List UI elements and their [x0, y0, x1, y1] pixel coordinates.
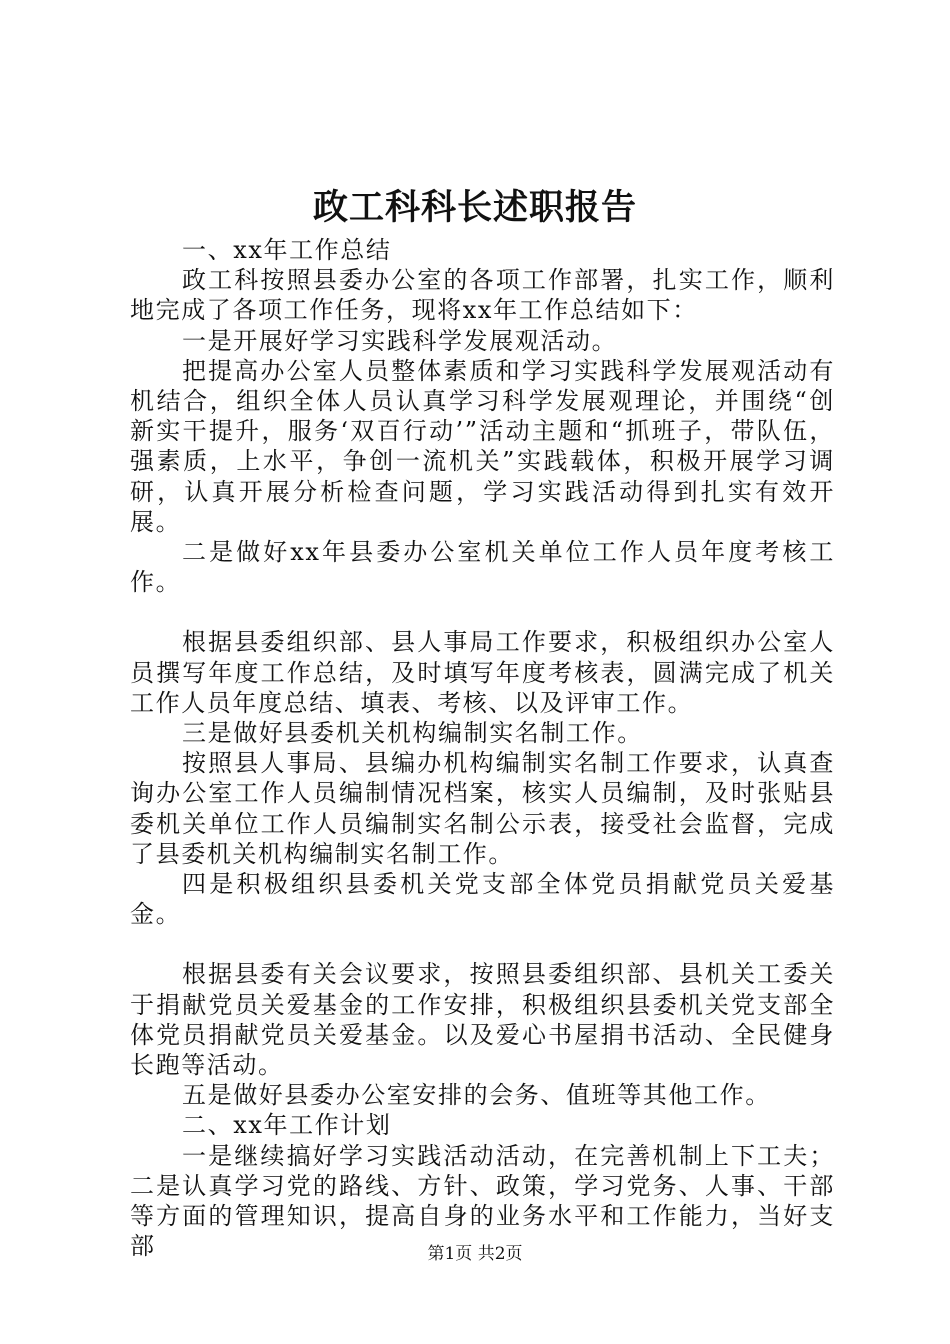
paragraph-item-1: 把提高办公室人员整体素质和学习实践科学发展观活动有机结合，组织全体人员认真学习科学发展观理论，并围绕“创新实干提升，服务‘双百行动’”活动主题和“抓班子，带队伍，强素质，上水平，争创一流机关”实践载体，积极开展学习调研，认真开展分析检查问题，学习实践活动得到扎实有效开展。	[130, 356, 835, 536]
paragraph-gap	[130, 597, 835, 627]
paragraph-item-4: 根据县委有关会议要求，按照县委组织部、县机关工委关于捐献党员关爱基金的工作安排，积极组织县委机关党支部全体党员捐献党员关爱基金。以及爱心书屋捐书活动、全民健身长跑等活动。	[130, 960, 835, 1080]
paragraph-gap	[130, 929, 835, 959]
item-heading-1: 一是开展好学习实践科学发展观活动。	[182, 326, 618, 355]
document-title: 政工科科长述职报告	[312, 187, 637, 228]
section-heading-plan: 二、xx年工作计划	[182, 1111, 392, 1140]
document-body	[130, 235, 835, 1262]
item-heading-4: 四是积极组织县委机关党支部全体党员捐献党员关爱基金。	[130, 870, 835, 929]
item-heading-2: 二是做好xx年县委办公室机关单位工作人员年度考核工作。	[130, 538, 835, 597]
paragraph-item-2: 根据县委组织部、县人事局工作要求，积极组织办公室人员撰写年度工作总结，及时填写年度考核表，圆满完成了机关工作人员年度总结、填表、考核、以及评审工作。	[130, 628, 835, 717]
section-heading-summary: 一、xx年工作总结	[182, 236, 392, 264]
paragraph-plan: 一是继续搞好学习实践活动活动，在完善机制上下工夫；二是认真学习党的路线、方针、政策，学习党务、人事、干部等方面的管理知识，提高自身的业务水平和工作能力，当好支部	[130, 1141, 835, 1261]
item-heading-5: 五是做好县委办公室安排的会务、值班等其他工作。	[182, 1081, 771, 1110]
item-heading-3: 三是做好县委机关机构编制实名制工作。	[182, 719, 643, 748]
paragraph-item-3: 按照县人事局、县编办机构编制实名制工作要求，认真查询办公室工作人员编制情况档案，核实人员编制，及时张贴县委机关单位工作人员编制实名制公示表，接受社会监督，完成了县委机关机构编制实名制工作。	[130, 749, 835, 868]
paragraph-intro: 政工科按照县委办公室的各项工作部署，扎实工作，顺利地完成了各项工作任务，现将xx年工作总结如下：	[130, 266, 835, 325]
page-footer: 第1页 共2页	[427, 1244, 523, 1264]
